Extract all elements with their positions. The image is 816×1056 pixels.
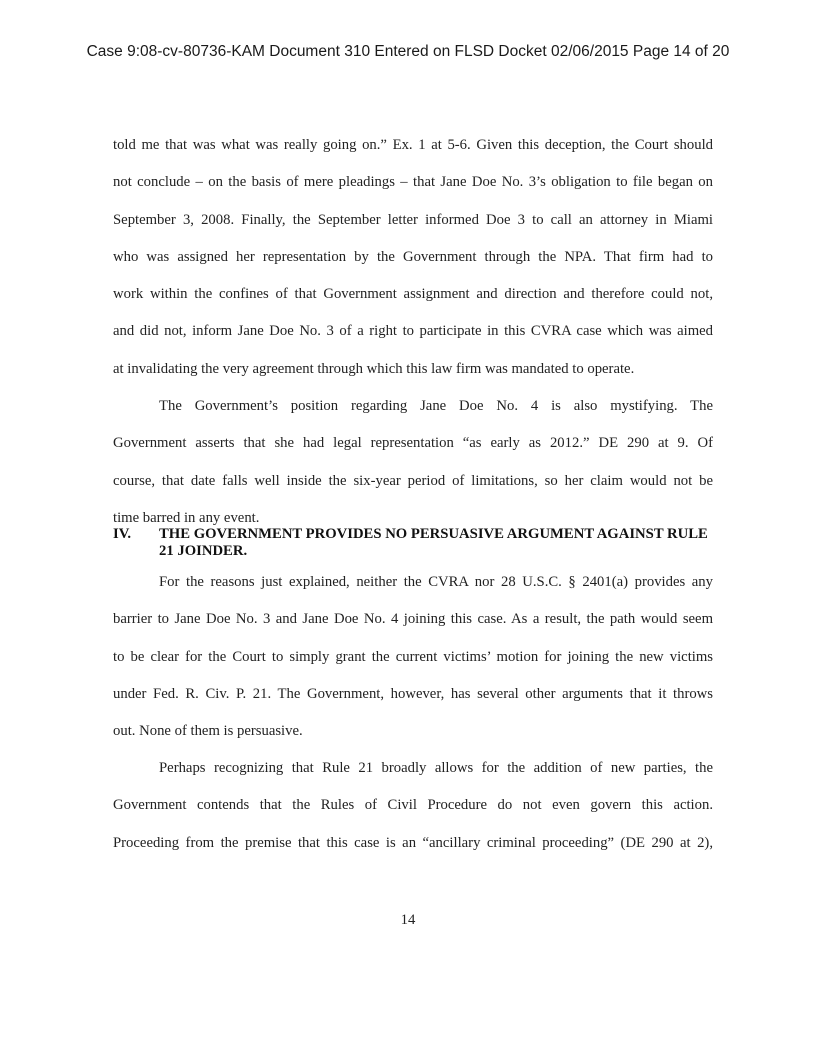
text-line: work within the confines of that Government assignment and direction and therefore could not, <box>113 286 713 303</box>
paragraph-rule-21 <box>113 564 713 750</box>
text-line: Government asserts that she had legal representation “as early as 2012.” DE 290 at 9. Of <box>113 435 713 452</box>
paragraph-deception <box>113 127 713 388</box>
text-line: not conclude – on the basis of mere pleadings – that Jane Doe No. 3’s obligation to file began on <box>113 174 713 191</box>
text-line: and did not, inform Jane Doe No. 3 of a right to participate in this CVRA case which was aimed <box>113 323 713 340</box>
text-line: course, that date falls well inside the six-year period of limitations, so her claim would not be <box>113 472 713 489</box>
page-number: 14 <box>400 912 416 928</box>
text-line: barrier to Jane Doe No. 3 and Jane Doe No. 4 joining this case. As a result, the path would seem <box>113 611 713 628</box>
section-number: IV. <box>113 526 132 542</box>
section-heading <box>113 526 713 560</box>
text-line: to be clear for the Court to simply grant the current victims’ motion for joining the new victims <box>113 648 713 665</box>
text-line: September 3, 2008. Finally, the September letter informed Doe 3 to call an attorney in Miami <box>113 211 713 228</box>
paragraph-jane-doe-4 <box>113 388 713 537</box>
text-line: Perhaps recognizing that Rule 21 broadly allows for the addition of new parties, the <box>159 760 713 776</box>
text-line: at invalidating the very agreement through which this law firm was mandated to operate. <box>113 360 635 377</box>
text-line: under Fed. R. Civ. P. 21. The Government, however, has several other arguments that it throws <box>113 685 713 702</box>
section-title: THE GOVERNMENT PROVIDES NO PERSUASIVE ARGUMENT AGAINST RULE 21 JOINDER. <box>159 526 708 559</box>
text-line: time barred in any event. <box>113 509 260 526</box>
text-line: The Government’s position regarding Jane Doe No. 4 is also mystifying. The <box>159 398 713 414</box>
text-line: Proceeding from the premise that this case is an “ancillary criminal proceeding” (DE 290 at 2), <box>113 834 713 851</box>
paragraph-rules-civil-procedure <box>113 750 713 862</box>
text-line: Government contends that the Rules of Civil Procedure do not even govern this action. <box>113 797 713 814</box>
text-line: For the reasons just explained, neither the CVRA nor 28 U.S.C. § 2401(a) provides any <box>159 574 713 590</box>
text-line: told me that was what was really going on.” Ex. 1 at 5-6. Given this deception, the Court should <box>113 137 713 153</box>
text-line: who was assigned her representation by the Government through the NPA. That firm had to <box>113 248 713 265</box>
docket-header: Case 9:08-cv-80736-KAM Document 310 Entered on FLSD Docket 02/06/2015 Page 14 of 20 <box>86 43 730 60</box>
text-line: out. None of them is persuasive. <box>113 723 303 740</box>
